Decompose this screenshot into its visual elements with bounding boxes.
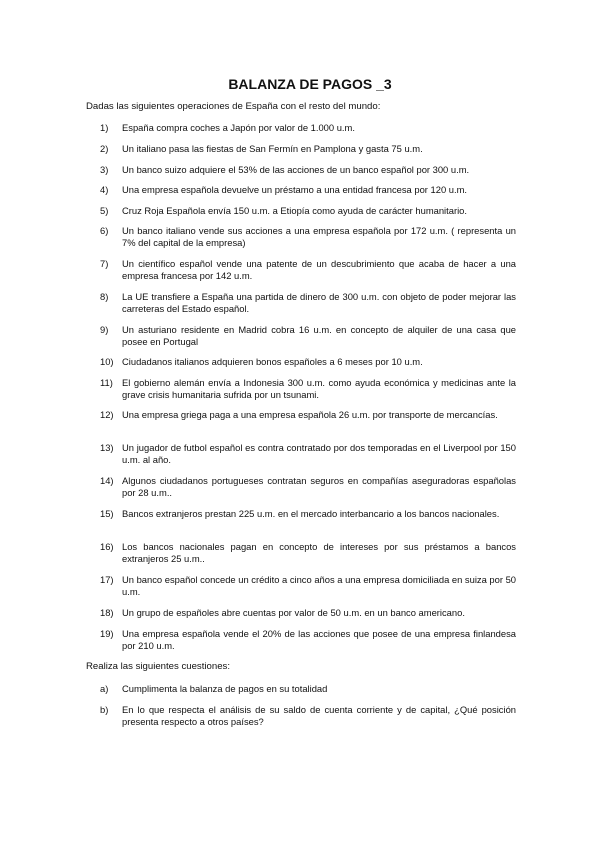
operation-item xyxy=(100,442,516,466)
operation-item-text: Un grupo de españoles abre cuentas por valor de 50 u.m. en un banco americano. xyxy=(122,607,465,618)
question-item xyxy=(100,683,516,695)
operation-item-number: 4) xyxy=(100,184,109,195)
operation-item xyxy=(100,164,516,176)
operation-item-number: 7) xyxy=(100,258,109,269)
operation-item-text: Una empresa española devuelve un préstamo a una entidad francesa por 120 u.m. xyxy=(122,184,468,195)
operation-item-text: Un italiano pasa las fiestas de San Fermín en Pamplona y gasta 75 u.m. xyxy=(122,143,423,154)
operation-item xyxy=(100,409,516,421)
operation-item-text: Una empresa española vende el 20% de las acciones que posee de una empresa finlandesa por 210 u.m. xyxy=(122,628,516,651)
operation-item xyxy=(100,475,516,499)
operation-item-number: 19) xyxy=(100,628,114,639)
operation-item xyxy=(100,143,516,155)
intro-text: Dadas las siguientes operaciones de España con el resto del mundo: xyxy=(86,101,381,112)
operation-item-text: La UE transfiere a España una partida de dinero de 300 u.m. con objeto de poder mejorar las carreteras del Estado español. xyxy=(122,291,516,314)
question-item-number: a) xyxy=(100,683,109,694)
operation-item xyxy=(100,628,516,652)
operation-item-text: Un jugador de futbol español es contra contratado por dos temporadas en el Liverpool por 150 u.m. al año. xyxy=(122,442,516,465)
operation-item-number: 15) xyxy=(100,508,114,519)
operation-item-text: Ciudadanos italianos adquieren bonos españoles a 6 meses por 10 u.m. xyxy=(122,356,423,367)
operation-item xyxy=(100,574,516,598)
operation-item-number: 16) xyxy=(100,541,114,552)
operation-item-number: 3) xyxy=(100,164,109,175)
operation-item xyxy=(100,356,516,368)
operation-item xyxy=(100,508,516,520)
question-item xyxy=(100,704,516,728)
operation-item xyxy=(100,291,516,315)
operation-item-text: España compra coches a Japón por valor de 1.000 u.m. xyxy=(122,122,355,133)
operation-item xyxy=(100,122,516,134)
operation-item-number: 14) xyxy=(100,475,114,486)
question-item-text: Cumplimenta la balanza de pagos en su totalidad xyxy=(122,683,328,694)
operation-item xyxy=(100,377,516,401)
operation-item-text: Los bancos nacionales pagan en concepto de intereses por sus préstamos a bancos extranjeros 25 u.m.. xyxy=(122,541,516,564)
operation-item-text: Una empresa griega paga a una empresa española 26 u.m. por transporte de mercancías. xyxy=(122,409,498,420)
operation-item xyxy=(100,324,516,348)
question-item-number: b) xyxy=(100,704,109,715)
operation-item-text: Un banco español concede un crédito a cinco años a una empresa domiciliada en suiza por 50 u.m. xyxy=(122,574,517,597)
question-item-text: En lo que respecta el análisis de su saldo de cuenta corriente y de capital, ¿Qué posición presenta respecto a otros países? xyxy=(122,704,516,727)
operation-item-text: Cruz Roja Española envía 150 u.m. a Etiopía como ayuda de carácter humanitario. xyxy=(122,205,467,216)
operation-item-number: 6) xyxy=(100,225,109,236)
operation-item-text: Algunos ciudadanos portugueses contratan seguros en compañías aseguradoras españolas por 28 u.m.. xyxy=(122,475,516,498)
operation-item xyxy=(100,205,516,217)
operation-item xyxy=(100,225,516,249)
operation-item-text: El gobierno alemán envía a Indonesia 300 u.m. como ayuda económica y medicinas ante la grave crisis humanitaria sufrida por un tsunami. xyxy=(122,377,516,400)
operation-item-text: Un científico español vende una patente de un descubrimiento que acaba de hacer a una empresa francesa por 142 u.m. xyxy=(122,258,516,281)
operation-item-text: Un banco italiano vende sus acciones a una empresa española por 172 u.m. ( representa un 7% del capital de la empresa) xyxy=(122,225,516,248)
operation-item-number: 2) xyxy=(100,143,109,154)
operation-item xyxy=(100,607,516,619)
page-title: BALANZA DE PAGOS _3 xyxy=(228,76,392,92)
operation-item xyxy=(100,258,516,282)
operation-item-number: 11) xyxy=(100,377,113,388)
questions-intro: Realiza las siguientes cuestiones: xyxy=(86,661,230,672)
operation-item-number: 10) xyxy=(100,356,114,367)
operation-item-number: 18) xyxy=(100,607,114,618)
operation-item-number: 17) xyxy=(100,574,114,585)
operation-item-number: 5) xyxy=(100,205,109,216)
operation-item xyxy=(100,541,516,565)
operation-item-text: Un asturiano residente en Madrid cobra 16 u.m. en concepto de alquiler de una casa que posee en Portugal xyxy=(122,324,516,347)
operation-item-number: 1) xyxy=(100,122,109,133)
operation-item-text: Un banco suizo adquiere el 53% de las acciones de un banco español por 300 u.m. xyxy=(122,164,470,175)
operation-item-number: 8) xyxy=(100,291,109,302)
operation-item-number: 13) xyxy=(100,442,114,453)
operation-item-number: 12) xyxy=(100,409,114,420)
operation-item-text: Bancos extranjeros prestan 225 u.m. en el mercado interbancario a los bancos nacionales. xyxy=(122,508,500,519)
operation-item-number: 9) xyxy=(100,324,109,335)
operation-item xyxy=(100,184,516,196)
